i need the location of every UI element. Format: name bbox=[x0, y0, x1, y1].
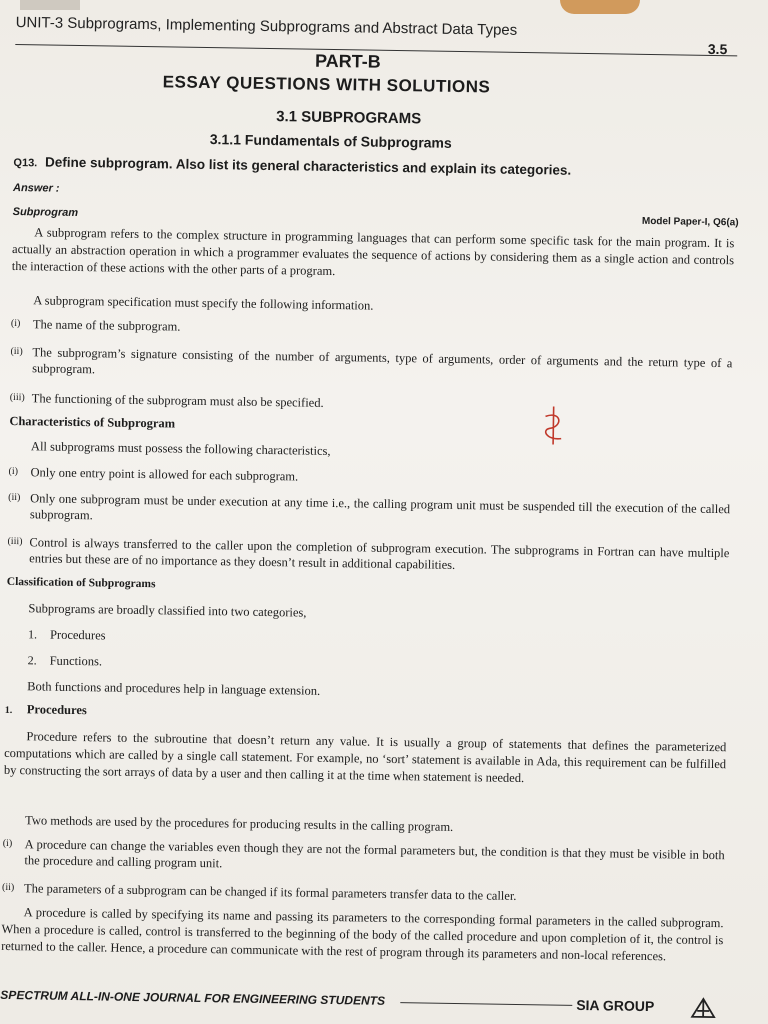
unit-title: UNIT-3 Subprograms, Implementing Subprograms and Abstract Data Types bbox=[15, 13, 518, 39]
subprogram-heading: Subprogram bbox=[12, 205, 79, 220]
procedures-paragraph-2: A procedure is called by specifying its name and passing its parameters to the corresponding formal parameters in the called subprogram. When a procedure is called, control is transferred to the beginning of the body of the called procedure and upon completion of it, the control is returned to the caller. Hence, a procedure can communicate with the rest of program through its parameters and non-local references. bbox=[1, 905, 724, 964]
procedures-number: 1. bbox=[4, 704, 13, 717]
procedures-heading bbox=[5, 702, 87, 718]
characteristics-heading: Characteristics of Subprogram bbox=[9, 413, 176, 431]
classification-item-2-text: Functions. bbox=[49, 653, 103, 669]
classification-heading: Classification of Subprograms bbox=[6, 575, 156, 591]
characteristic-item-3-text: Control is always transferred to the caller upon the completion of subprogram execution. The subprograms in Fortran can have multiple entries but these are of no importance as they doesn’t result in additional capabilities. bbox=[29, 535, 730, 572]
classification-outro: Both functions and procedures help in language extension. bbox=[27, 679, 321, 698]
subsection-heading: 3.1.1 Fundamentals of Subprograms bbox=[209, 131, 452, 151]
spec-item-2-number: (ii) bbox=[10, 345, 23, 358]
spec-item-3-text: The functioning of the subprogram must also be specified. bbox=[31, 391, 324, 410]
characteristic-item-3-number: (iii) bbox=[7, 535, 23, 548]
answer-label: Answer : bbox=[12, 181, 60, 195]
classification-item-1 bbox=[28, 626, 728, 653]
classification-item-2-number: 2. bbox=[27, 653, 37, 668]
characteristics-intro: All subprograms must possess the following characteristics, bbox=[30, 439, 331, 458]
characteristic-item-2-text: Only one subprogram must be under execution at any time i.e., the calling program unit must be suspended till the execution of the called subprogram. bbox=[29, 491, 731, 523]
characteristic-item-3 bbox=[7, 534, 729, 577]
method-item-1-number: (i) bbox=[2, 837, 13, 850]
procedures-methods-intro: Two methods are used by the procedures for producing results in the calling program. bbox=[25, 813, 454, 834]
spec-item-1-text: The name of the subprogram. bbox=[32, 317, 181, 334]
question-text: Define subprogram. Also list its general characteristics and explain its categories. bbox=[44, 154, 572, 178]
footer-publisher: SIA GROUP bbox=[576, 996, 655, 1015]
method-item-2-text: The parameters of a subprogram can be changed if its formal parameters transfer data to the caller. bbox=[23, 881, 517, 903]
spec-item-2-text: The subprogram’s signature consisting of the number of arguments, type of arguments, order of arguments and the return type of a subprogram. bbox=[32, 345, 733, 377]
characteristic-item-1-text: Only one entry point is allowed for each subprogram. bbox=[30, 465, 299, 484]
method-item-2-number: (ii) bbox=[1, 881, 15, 894]
procedures-title: Procedures bbox=[26, 702, 87, 718]
specification-intro: A subprogram specification must specify the following information. bbox=[33, 293, 374, 313]
page-number: 3.5 bbox=[707, 40, 728, 58]
spec-item-1-number: (i) bbox=[10, 317, 21, 330]
method-item-1 bbox=[2, 836, 724, 879]
method-item-1-text: A procedure can change the variables even though they are not the formal parameters but, the condition is that they must be visible in both the procedure and calling program unit. bbox=[24, 837, 725, 871]
subprogram-intro-paragraph: A subprogram refers to the complex structure in programming languages that can perform some specific task for the main program. It is actually an abstraction operation in which a programmer evaluates the sequence of actions by considering them as a single action and controls the interaction of these actions with the other parts of a program. bbox=[11, 225, 735, 279]
spec-item-3-number: (iii) bbox=[9, 391, 25, 404]
spec-item-3 bbox=[10, 390, 732, 417]
question-number: Q13. bbox=[13, 156, 38, 170]
classification-intro: Subprograms are broadly classified into two categories, bbox=[28, 601, 307, 620]
characteristic-item-1 bbox=[8, 464, 730, 491]
footer-divider bbox=[400, 1002, 572, 1006]
section-heading: 3.1 SUBPROGRAMS bbox=[276, 108, 422, 128]
spec-item-2 bbox=[10, 344, 732, 387]
classification-item-1-text: Procedures bbox=[49, 627, 106, 643]
method-item-2 bbox=[2, 880, 724, 907]
characteristic-item-2-number: (ii) bbox=[8, 491, 21, 504]
essay-heading: ESSAY QUESTIONS WITH SOLUTIONS bbox=[162, 72, 491, 97]
classification-item-1-number: 1. bbox=[27, 627, 38, 642]
procedures-paragraph-1: Procedure refers to the subroutine that doesn’t return any value. It is usually a group of statements that defines the parameterized computations which are called by a single call statement. For example, no ‘sort’ statement is available in Ada, this requirement can be fulfilled by constructing the sort arrays of data by a user and then calling it at the time when statement is needed. bbox=[3, 729, 727, 786]
spec-item-1 bbox=[11, 316, 733, 343]
question bbox=[13, 154, 571, 178]
classification-item-2 bbox=[28, 652, 728, 679]
page-footer bbox=[0, 984, 722, 1023]
page-header bbox=[15, 8, 737, 56]
characteristic-item-1-number: (i) bbox=[8, 465, 19, 478]
model-paper-reference: Model Paper-I, Q6(a) bbox=[641, 215, 739, 229]
publisher-logo-icon bbox=[690, 997, 716, 1019]
part-heading: PART-B bbox=[314, 50, 381, 72]
footer-journal-title: SPECTRUM ALL-IN-ONE JOURNAL FOR ENGINEERING STUDENTS bbox=[0, 987, 386, 1008]
handwritten-mark-icon bbox=[539, 404, 570, 448]
characteristic-item-2 bbox=[8, 490, 730, 533]
